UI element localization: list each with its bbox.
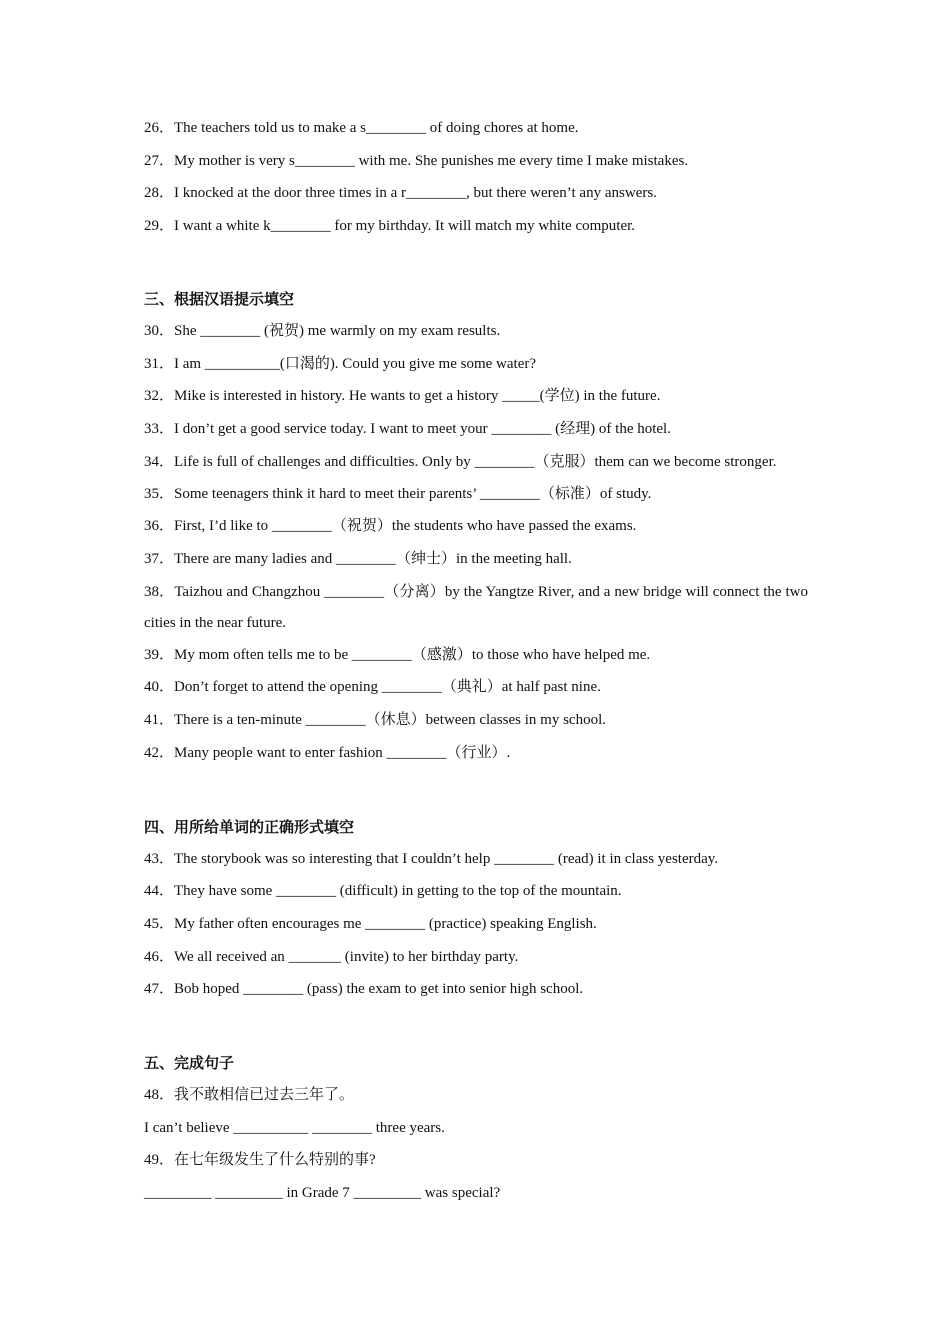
question-41: 41．There is a ten-minute ________（休息）between classes in my school.	[144, 712, 606, 729]
question-49-answer-line: _________ _________ in Grade 7 _________ was special?	[144, 1185, 501, 1202]
section-3-heading: 三、根据汉语提示填空	[144, 289, 295, 308]
section-4-heading: 四、用所给单词的正确形式填空	[144, 817, 355, 836]
question-48-prompt: 48．我不敢相信已过去三年了。	[144, 1087, 355, 1104]
section-4	[144, 811, 808, 1007]
question-47: 47．Bob hoped ________ (pass) the exam to get into senior high school.	[144, 981, 584, 998]
section-spacer	[144, 243, 808, 283]
question-44: 44．They have some ________ (difficult) in getting to the top of the mountain.	[144, 883, 622, 900]
question-42: 42．Many people want to enter fashion ________（行业）.	[144, 744, 511, 761]
question-36: 36．First, I’d like to ________（祝贺）the students who have passed the exams.	[144, 518, 637, 535]
question-31: 31．I am __________(口渴的). Could you give me some water?	[144, 355, 537, 372]
section-5-heading: 五、完成句子	[144, 1054, 235, 1073]
question-48-answer-line: I can’t believe __________ ________ three years.	[144, 1119, 445, 1136]
question-46: 46．We all received an _______ (invite) to her birthday party.	[144, 948, 519, 965]
question-29: 29．I want a white k________ for my birthday. It will match my white computer.	[144, 218, 636, 235]
section-spacer	[144, 1006, 808, 1047]
section-3	[144, 283, 808, 770]
question-37: 37．There are many ladies and ________（绅士）in the meeting hall.	[144, 551, 572, 568]
worksheet-page	[144, 112, 808, 1210]
question-32: 32．Mike is interested in history. He wants to get a history _____(学位) in the future.	[144, 388, 661, 405]
question-45: 45．My father often encourages me ________ (practice) speaking English.	[144, 915, 597, 932]
question-49-prompt: 49．在七年级发生了什么特别的事?	[144, 1152, 376, 1169]
question-27: 27．My mother is very s________ with me. She punishes me every time I make mistakes.	[144, 152, 689, 169]
question-40: 40．Don’t forget to attend the opening ________（典礼）at half past nine.	[144, 679, 601, 696]
question-28: 28．I knocked at the door three times in a r________, but there weren’t any answers.	[144, 185, 657, 202]
question-39: 39．My mom often tells me to be ________（感激）to those who have helped me.	[144, 646, 651, 663]
question-35: 35．Some teenagers think it hard to meet their parents’ ________（标准）of study.	[144, 485, 652, 502]
question-30: 30．She ________ (祝贺) me warmly on my exam results.	[144, 322, 501, 339]
question-26: 26．The teachers told us to make a s________ of doing chores at home.	[144, 120, 579, 136]
question-38: 38．Taizhou and Changzhou ________（分离）by the Yangtze River, and a new bridge will connect the two cities in the near future.	[144, 583, 808, 631]
question-33: 33．I don’t get a good service today. I want to meet your ________ (经理) of the hotel.	[144, 420, 671, 437]
section-5	[144, 1047, 808, 1210]
section-spacer	[144, 770, 808, 811]
question-43: 43．The storybook was so interesting that I couldn’t help ________ (read) it in class yesterday.	[144, 850, 719, 867]
question-34: 34．Life is full of challenges and difficulties. Only by ________（克服）them can we become stronger.	[144, 453, 777, 470]
section-a-list	[144, 112, 808, 243]
